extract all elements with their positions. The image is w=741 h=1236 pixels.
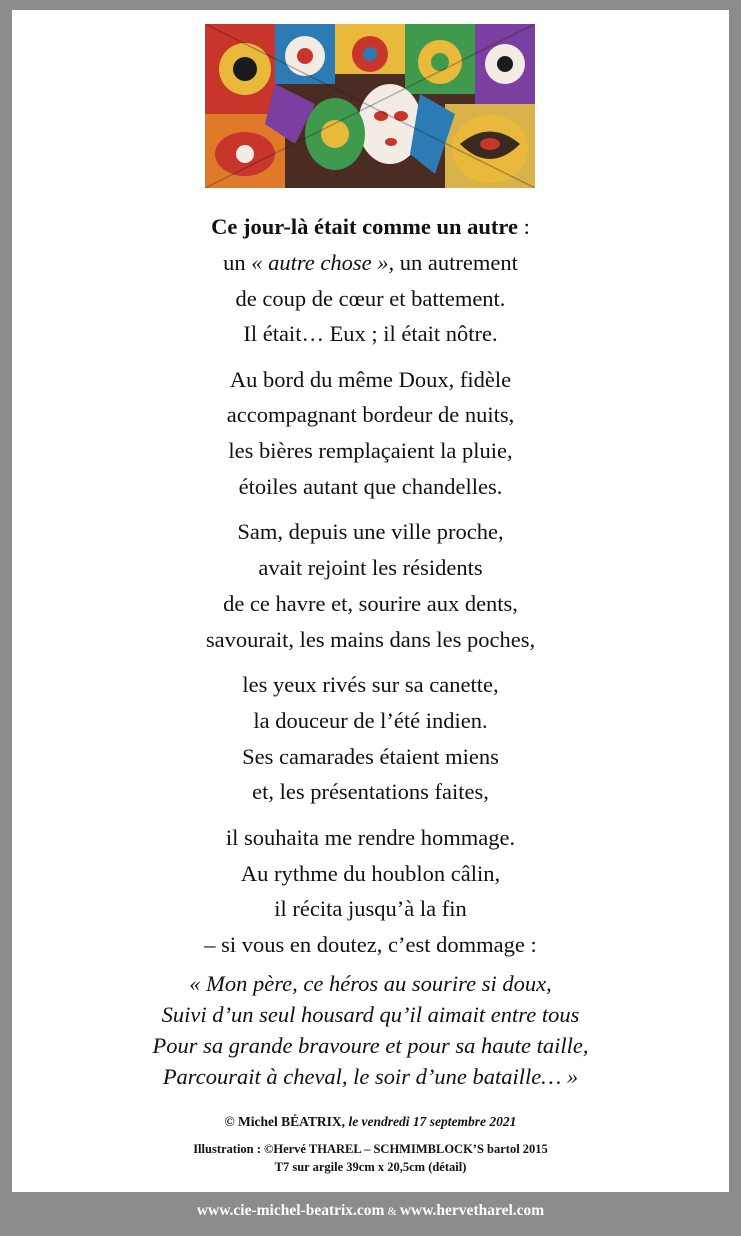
poem-line: accompagnant bordeur de nuits, [226, 402, 515, 428]
poem-line-italic: « autre chose » [251, 249, 389, 275]
quote-line: « Mon père, ce héros au sourire si doux, [189, 971, 552, 996]
site-link-herve-tharel[interactable]: www.hervetharel.com [399, 1202, 545, 1219]
poem-line: de ce havre et, sourire aux dents, [223, 590, 518, 616]
poem-line: les bières remplaçaient la pluie, [228, 438, 513, 464]
artwork-details: T7 sur argile 39cm x 20,5cm (détail) [274, 1160, 467, 1174]
stanza-4 [12, 667, 729, 810]
poem-line: Ses camarades étaient miens [242, 743, 499, 769]
artwork-image [205, 24, 535, 188]
site-link-michel-beatrix[interactable]: www.cie-michel-beatrix.com [196, 1202, 385, 1219]
artwork-illustration [205, 24, 535, 188]
poem-line: étoiles autant que chandelles. [238, 474, 503, 500]
quote-line: Suivi d’un seul housard qu’il aimait entre tous [161, 1002, 580, 1027]
quoted-verse [12, 968, 729, 1092]
poem-opening-bold: Ce jour-là était comme un autre [211, 214, 518, 239]
poem-line: et, les présentations faites, [252, 779, 489, 805]
footer-links [0, 1196, 741, 1226]
poem-line: la douceur de l’été indien. [253, 707, 488, 733]
poem-opening-rest: : [517, 214, 530, 239]
poem-line: savourait, les mains dans les poches, [205, 626, 536, 652]
quote-line: Parcourait à cheval, le soir d’une bataille… » [162, 1064, 579, 1089]
quote-line: Pour sa grande bravoure et pour sa haute taille, [152, 1033, 589, 1058]
stanza-3 [12, 514, 729, 657]
stanza-1 [12, 209, 729, 352]
poem-line-pre: un [223, 249, 252, 275]
poem-line: – si vous en doutez, c’est dommage : [204, 932, 537, 958]
author-credit [12, 1113, 729, 1131]
illustration-credit: Illustration : ©Hervé THAREL – SCHMIMBLOCK’S bartol 2015 [193, 1142, 548, 1156]
poem-line [12, 209, 729, 245]
stanza-2 [12, 362, 729, 505]
poem-line: Au rythme du houblon câlin, [240, 860, 501, 886]
author-name: © Michel BÉATRIX, [224, 1114, 349, 1129]
footer-ampersand: & [384, 1204, 400, 1218]
poem-line: il récita jusqu’à la fin [274, 896, 467, 922]
poem-line: avait rejoint les résidents [258, 555, 483, 581]
credits [12, 1113, 729, 1176]
poem-page [12, 10, 729, 1192]
stanza-5 [12, 820, 729, 963]
poem-line-post: , un autrement [388, 249, 518, 275]
poem-line: Il était… Eux ; il était nôtre. [243, 321, 498, 347]
poem-line [12, 245, 729, 281]
poem-line: de coup de cœur et battement. [235, 285, 506, 311]
poem-line: les yeux rivés sur sa canette, [242, 672, 499, 698]
poem-line: Sam, depuis une ville proche, [237, 519, 504, 545]
poem-line: Au bord du même Doux, fidèle [229, 366, 512, 392]
poem-body [12, 209, 729, 972]
poem-date: le vendredi 17 septembre 2021 [348, 1114, 517, 1129]
poem-line: il souhaita me rendre hommage. [225, 824, 516, 850]
